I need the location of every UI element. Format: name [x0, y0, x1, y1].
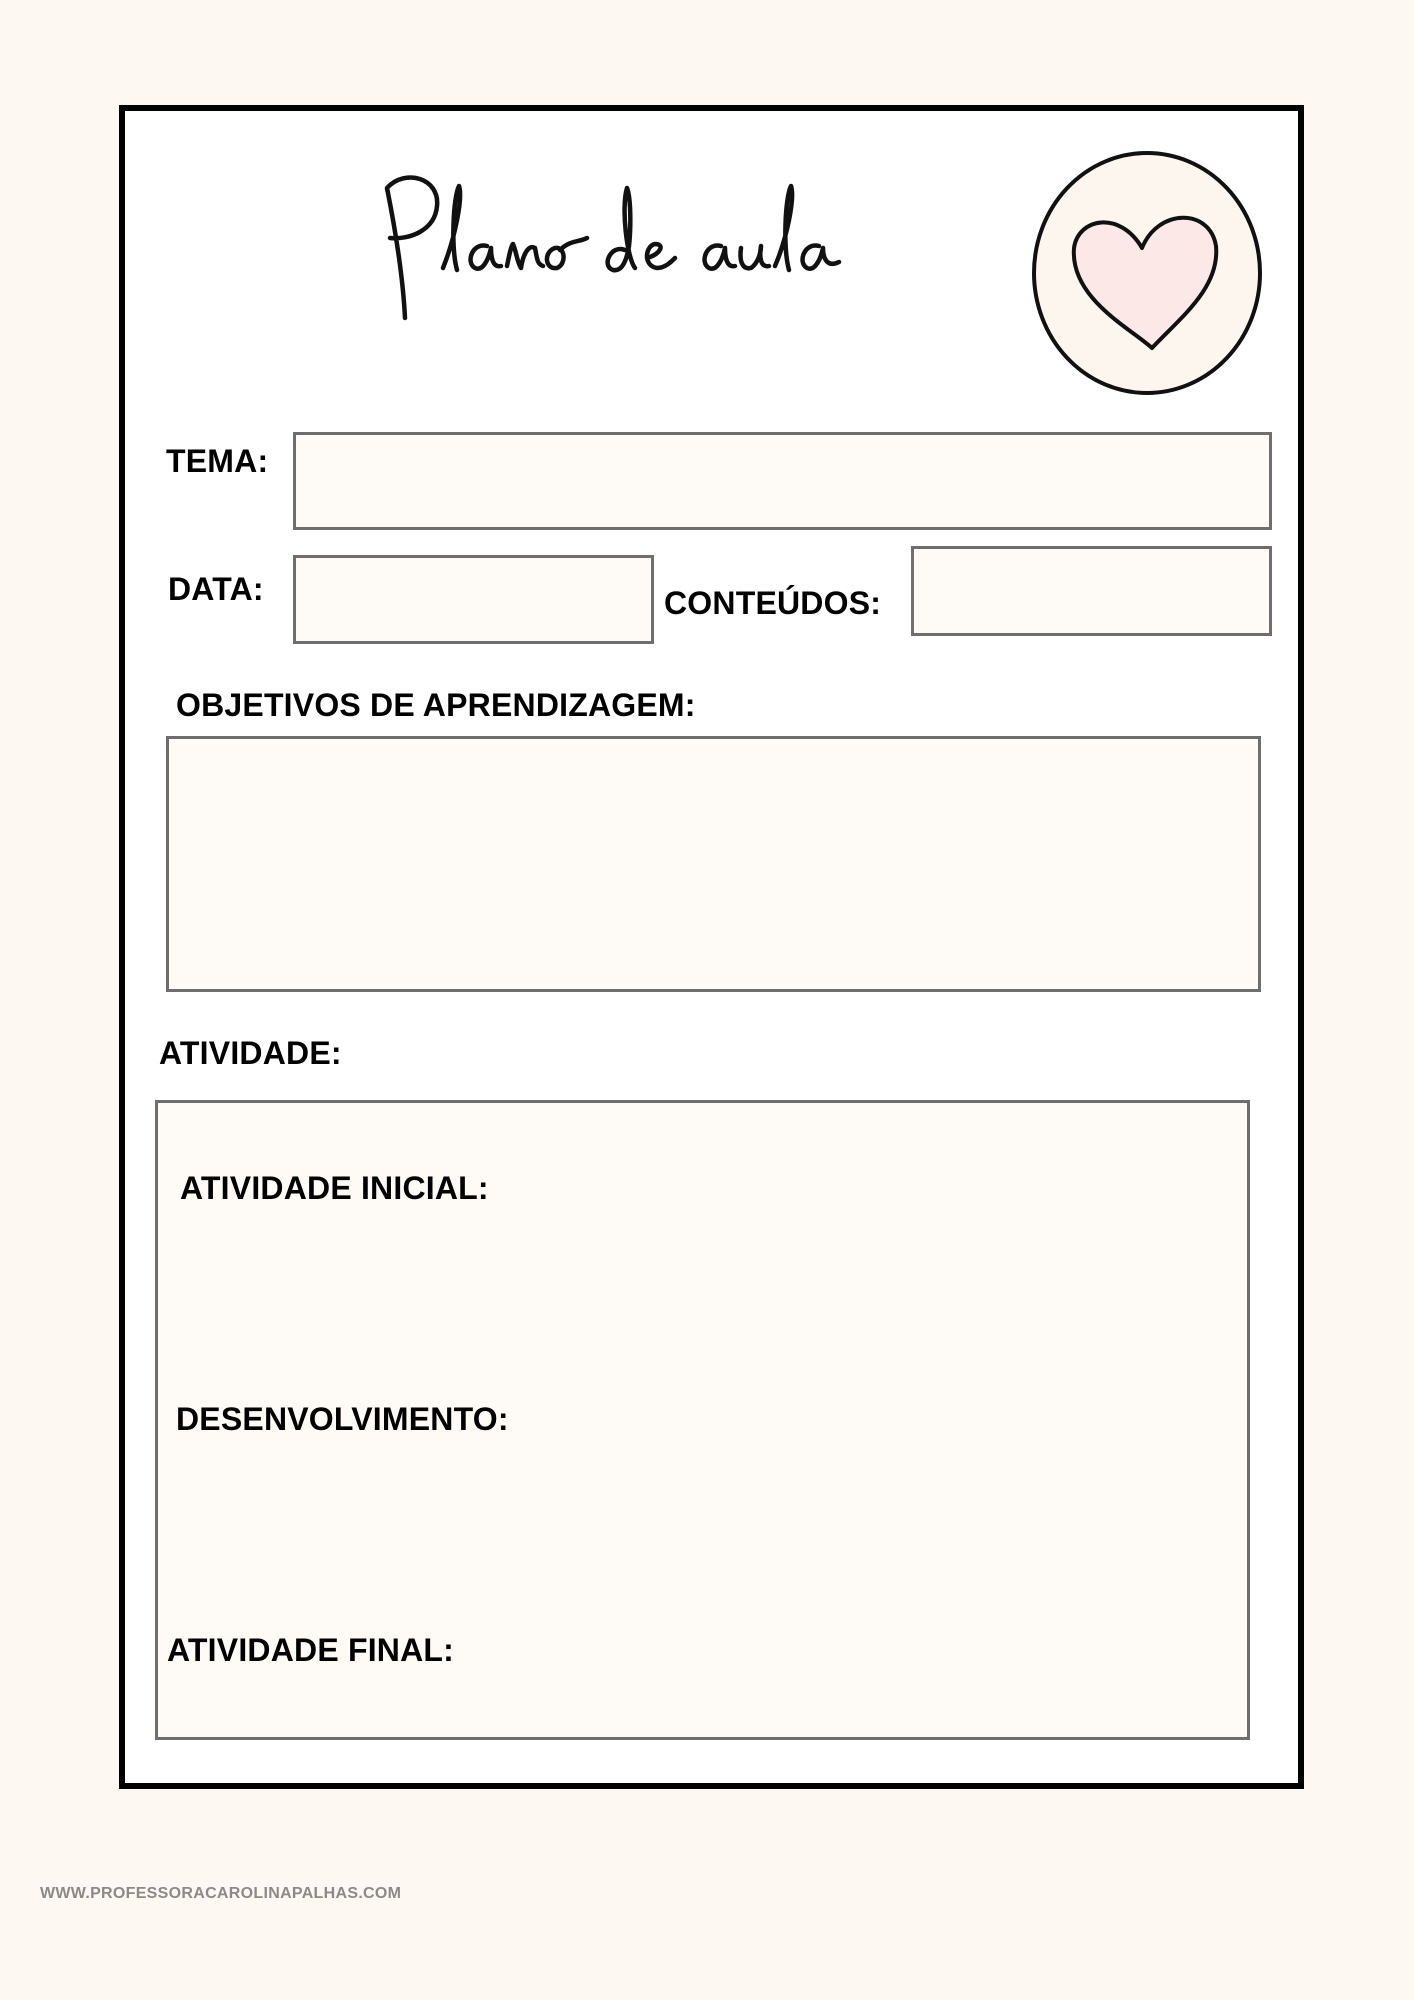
atividade-inicial-label: ATIVIDADE INICIAL:	[180, 1170, 489, 1206]
objetivos-label: OBJETIVOS DE APRENDIZAGEM:	[176, 687, 696, 723]
atividade-label: ATIVIDADE:	[159, 1035, 342, 1071]
conteudos-label: CONTEÚDOS:	[664, 585, 882, 621]
website-footer: WWW.PROFESSORACAROLINAPALHAS.COM	[40, 1885, 402, 1902]
heart-badge	[1030, 148, 1264, 398]
tema-label: TEMA:	[166, 443, 269, 479]
conteudos-field[interactable]	[911, 546, 1272, 636]
atividade-final-label: ATIVIDADE FINAL:	[167, 1632, 455, 1668]
desenvolvimento-label: DESENVOLVIMENTO:	[176, 1401, 509, 1437]
tema-field[interactable]	[293, 432, 1272, 530]
page-title	[365, 158, 865, 338]
data-label: DATA:	[168, 571, 264, 607]
objetivos-field[interactable]	[166, 736, 1261, 992]
data-field[interactable]	[293, 555, 654, 644]
heart-icon	[1030, 148, 1264, 398]
